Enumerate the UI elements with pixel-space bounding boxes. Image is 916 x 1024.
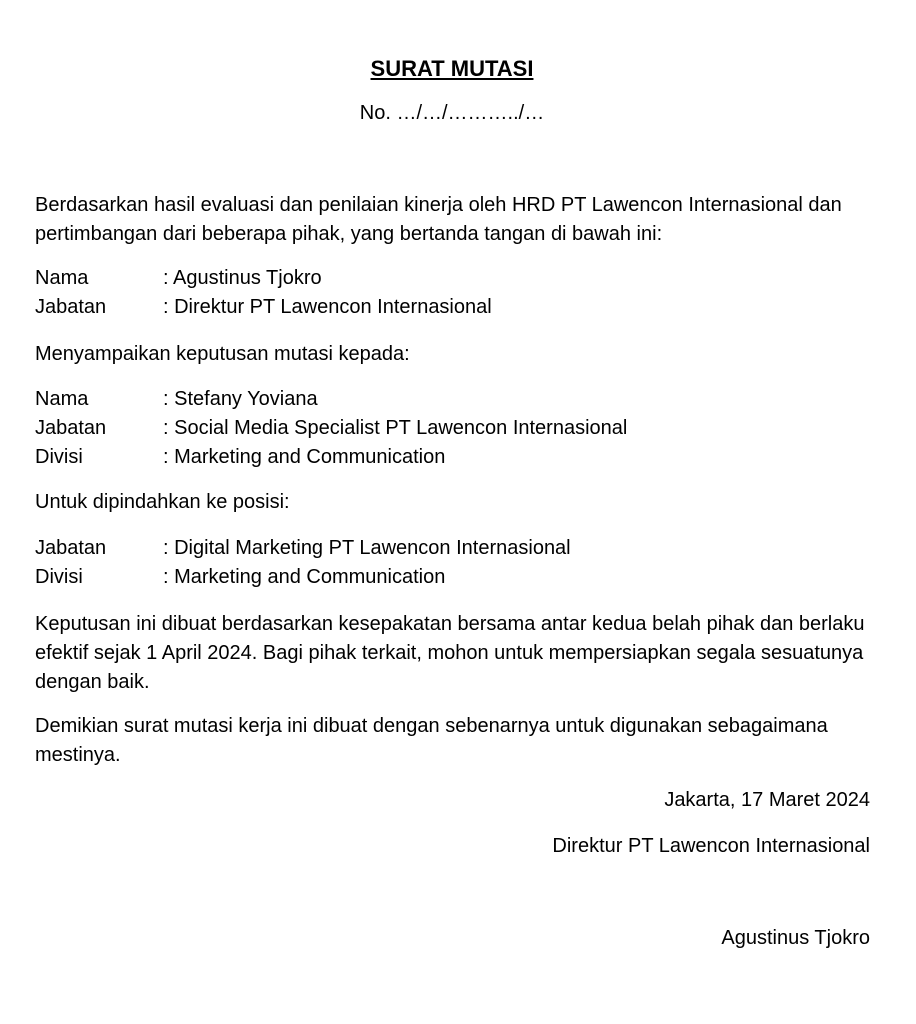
employee-position-row (35, 414, 885, 443)
signer-name-row (35, 264, 885, 293)
employee-name-row (35, 385, 885, 414)
field-label: Jabatan (35, 296, 107, 318)
field-label: Divisi (35, 566, 83, 588)
closing-paragraph: Demikian surat mutasi kerja ini dibuat dengan sebenarnya untuk digunakan sebagaimana mestinya. (35, 715, 828, 766)
field-label: Nama (35, 267, 89, 289)
field-value: : Digital Marketing PT Lawencon Internasional (163, 537, 571, 559)
field-label: Jabatan (35, 417, 107, 439)
field-label: Divisi (35, 446, 83, 468)
new-position-row (35, 534, 885, 563)
field-value: : Marketing and Communication (163, 446, 446, 468)
employee-division-row (35, 443, 885, 472)
new-division-row (35, 563, 885, 592)
field-value: : Stefany Yoviana (163, 388, 318, 410)
field-label: Nama (35, 388, 89, 410)
transfer-intro: Untuk dipindahkan ke posisi: (35, 491, 290, 513)
field-value: : Social Media Specialist PT Lawencon Internasional (163, 417, 628, 439)
signer-name: Agustinus Tjokro (721, 927, 870, 949)
field-label: Jabatan (35, 537, 107, 559)
letter-number: No. …/…/………../… (359, 102, 545, 124)
decision-intro: Menyampaikan keputusan mutasi kepada: (35, 343, 410, 365)
intro-paragraph: Berdasarkan hasil evaluasi dan penilaian kinerja oleh HRD PT Lawencon Internasional dan pertimbangan dari beberapa pihak, yang bertanda tangan di bawah ini: (35, 194, 842, 245)
field-value: : Agustinus Tjokro (163, 267, 322, 289)
signer-title: Direktur PT Lawencon Internasional (552, 835, 870, 857)
letter-title: SURAT MUTASI (370, 56, 534, 81)
field-value: : Marketing and Communication (163, 566, 446, 588)
decision-paragraph: Keputusan ini dibuat berdasarkan kesepakatan bersama antar kedua belah pihak dan berlaku efektif sejak 1 April 2024. Bagi pihak terkait, mohon untuk mempersiapkan segala sesuatunya dengan baik. (35, 613, 865, 693)
field-value: : Direktur PT Lawencon Internasional (163, 296, 492, 318)
signer-position-row (35, 293, 885, 322)
place-date: Jakarta, 17 Maret 2024 (664, 789, 870, 811)
